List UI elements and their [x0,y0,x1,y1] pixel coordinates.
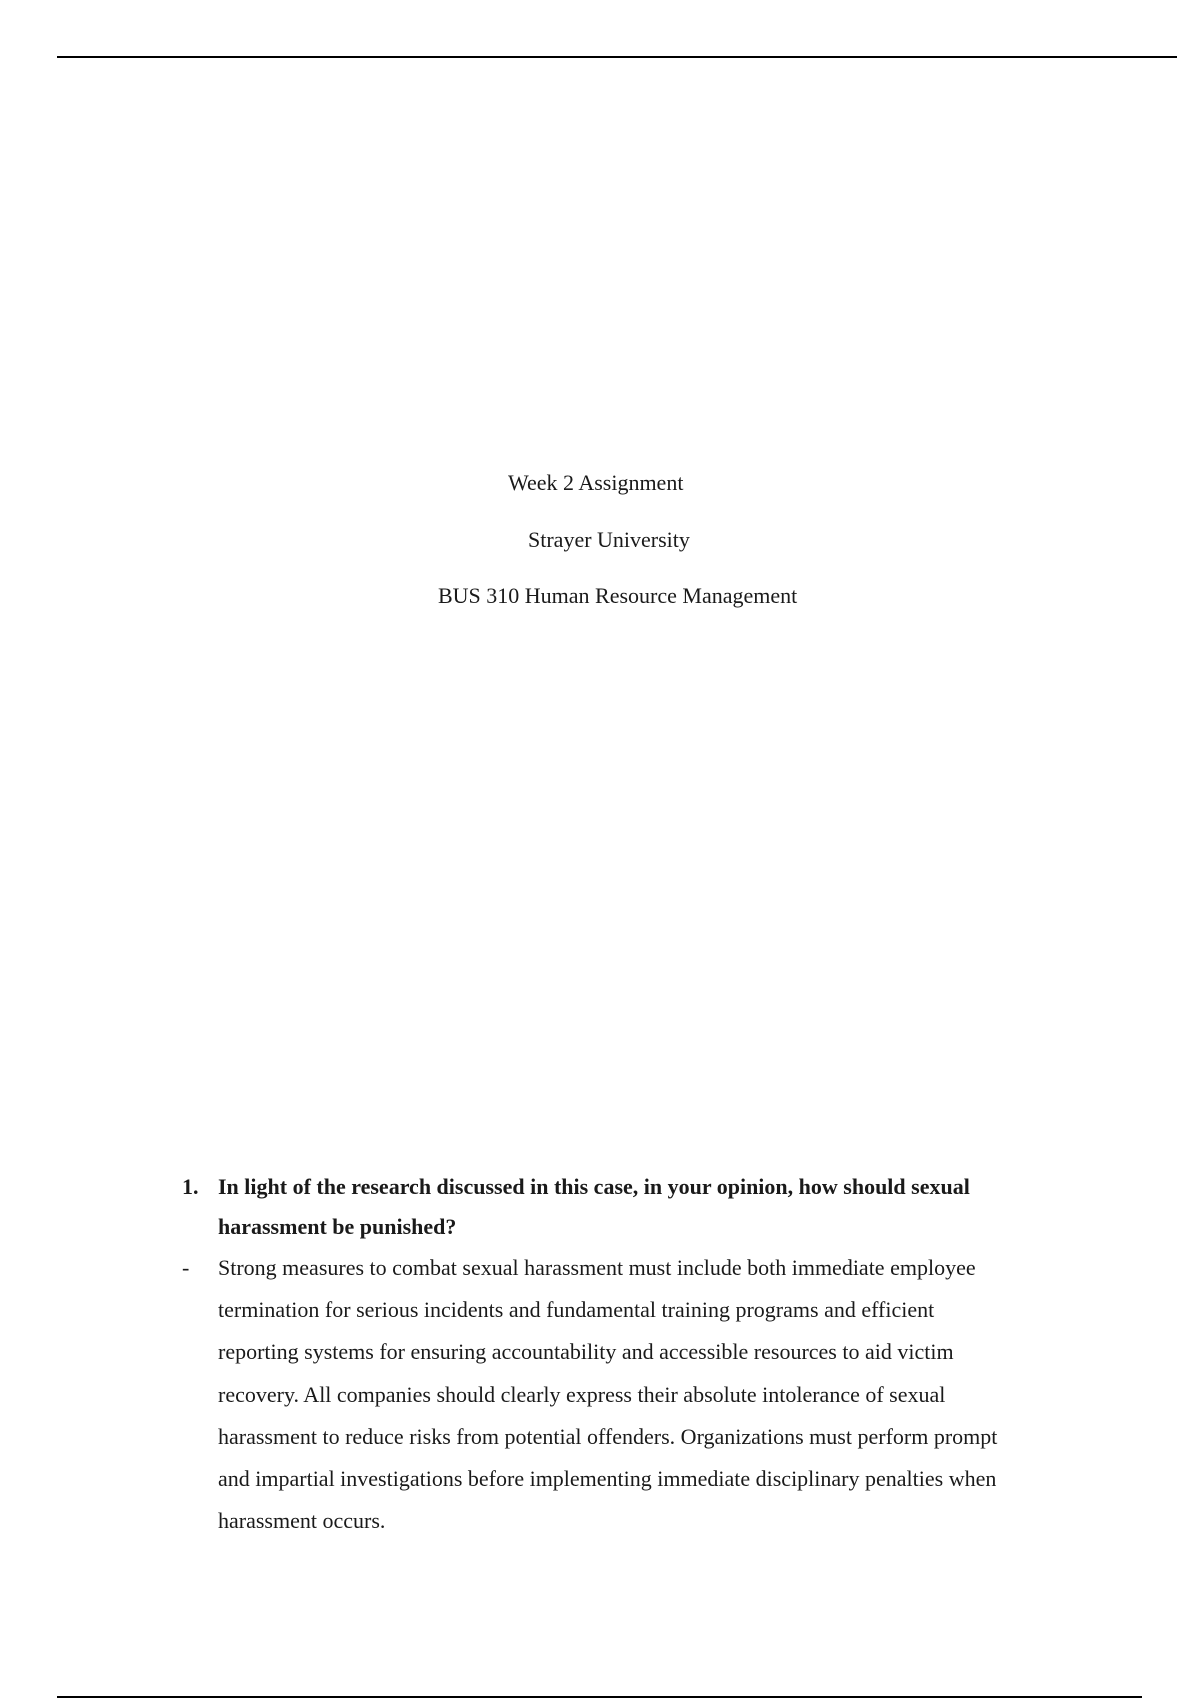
footer-rule [57,1696,1142,1698]
course-name: BUS 310 Human Resource Management [438,583,798,608]
question-line: harassment be punished? [218,1214,457,1239]
answer-bullet: - [182,1255,190,1280]
question-line: In light of the research discussed in this case, in your opinion, how should sexual [218,1174,970,1199]
answer-text [218,1247,1080,1542]
answer-line: and impartial investigations before implementing immediate disciplinary penalties when [218,1466,997,1492]
question-text [218,1167,1078,1247]
answer-line: Strong measures to combat sexual harassment must include both immediate employee [218,1255,976,1280]
answer-line: reporting systems for ensuring accountability and accessible resources to aid victim [218,1339,954,1365]
answer-line: recovery. All companies should clearly express their absolute intolerance of sexual [218,1381,946,1407]
answer-line: harassment occurs. [218,1508,386,1534]
header-rule [57,56,1177,58]
answer-line: termination for serious incidents and fundamental training programs and efficient [218,1297,935,1323]
answer-line: harassment to reduce risks from potential offenders. Organizations must perform prompt [218,1423,998,1449]
assignment-title: Week 2 Assignment [508,470,684,495]
university-name: Strayer University [528,527,690,552]
question-number: 1. [182,1174,199,1199]
